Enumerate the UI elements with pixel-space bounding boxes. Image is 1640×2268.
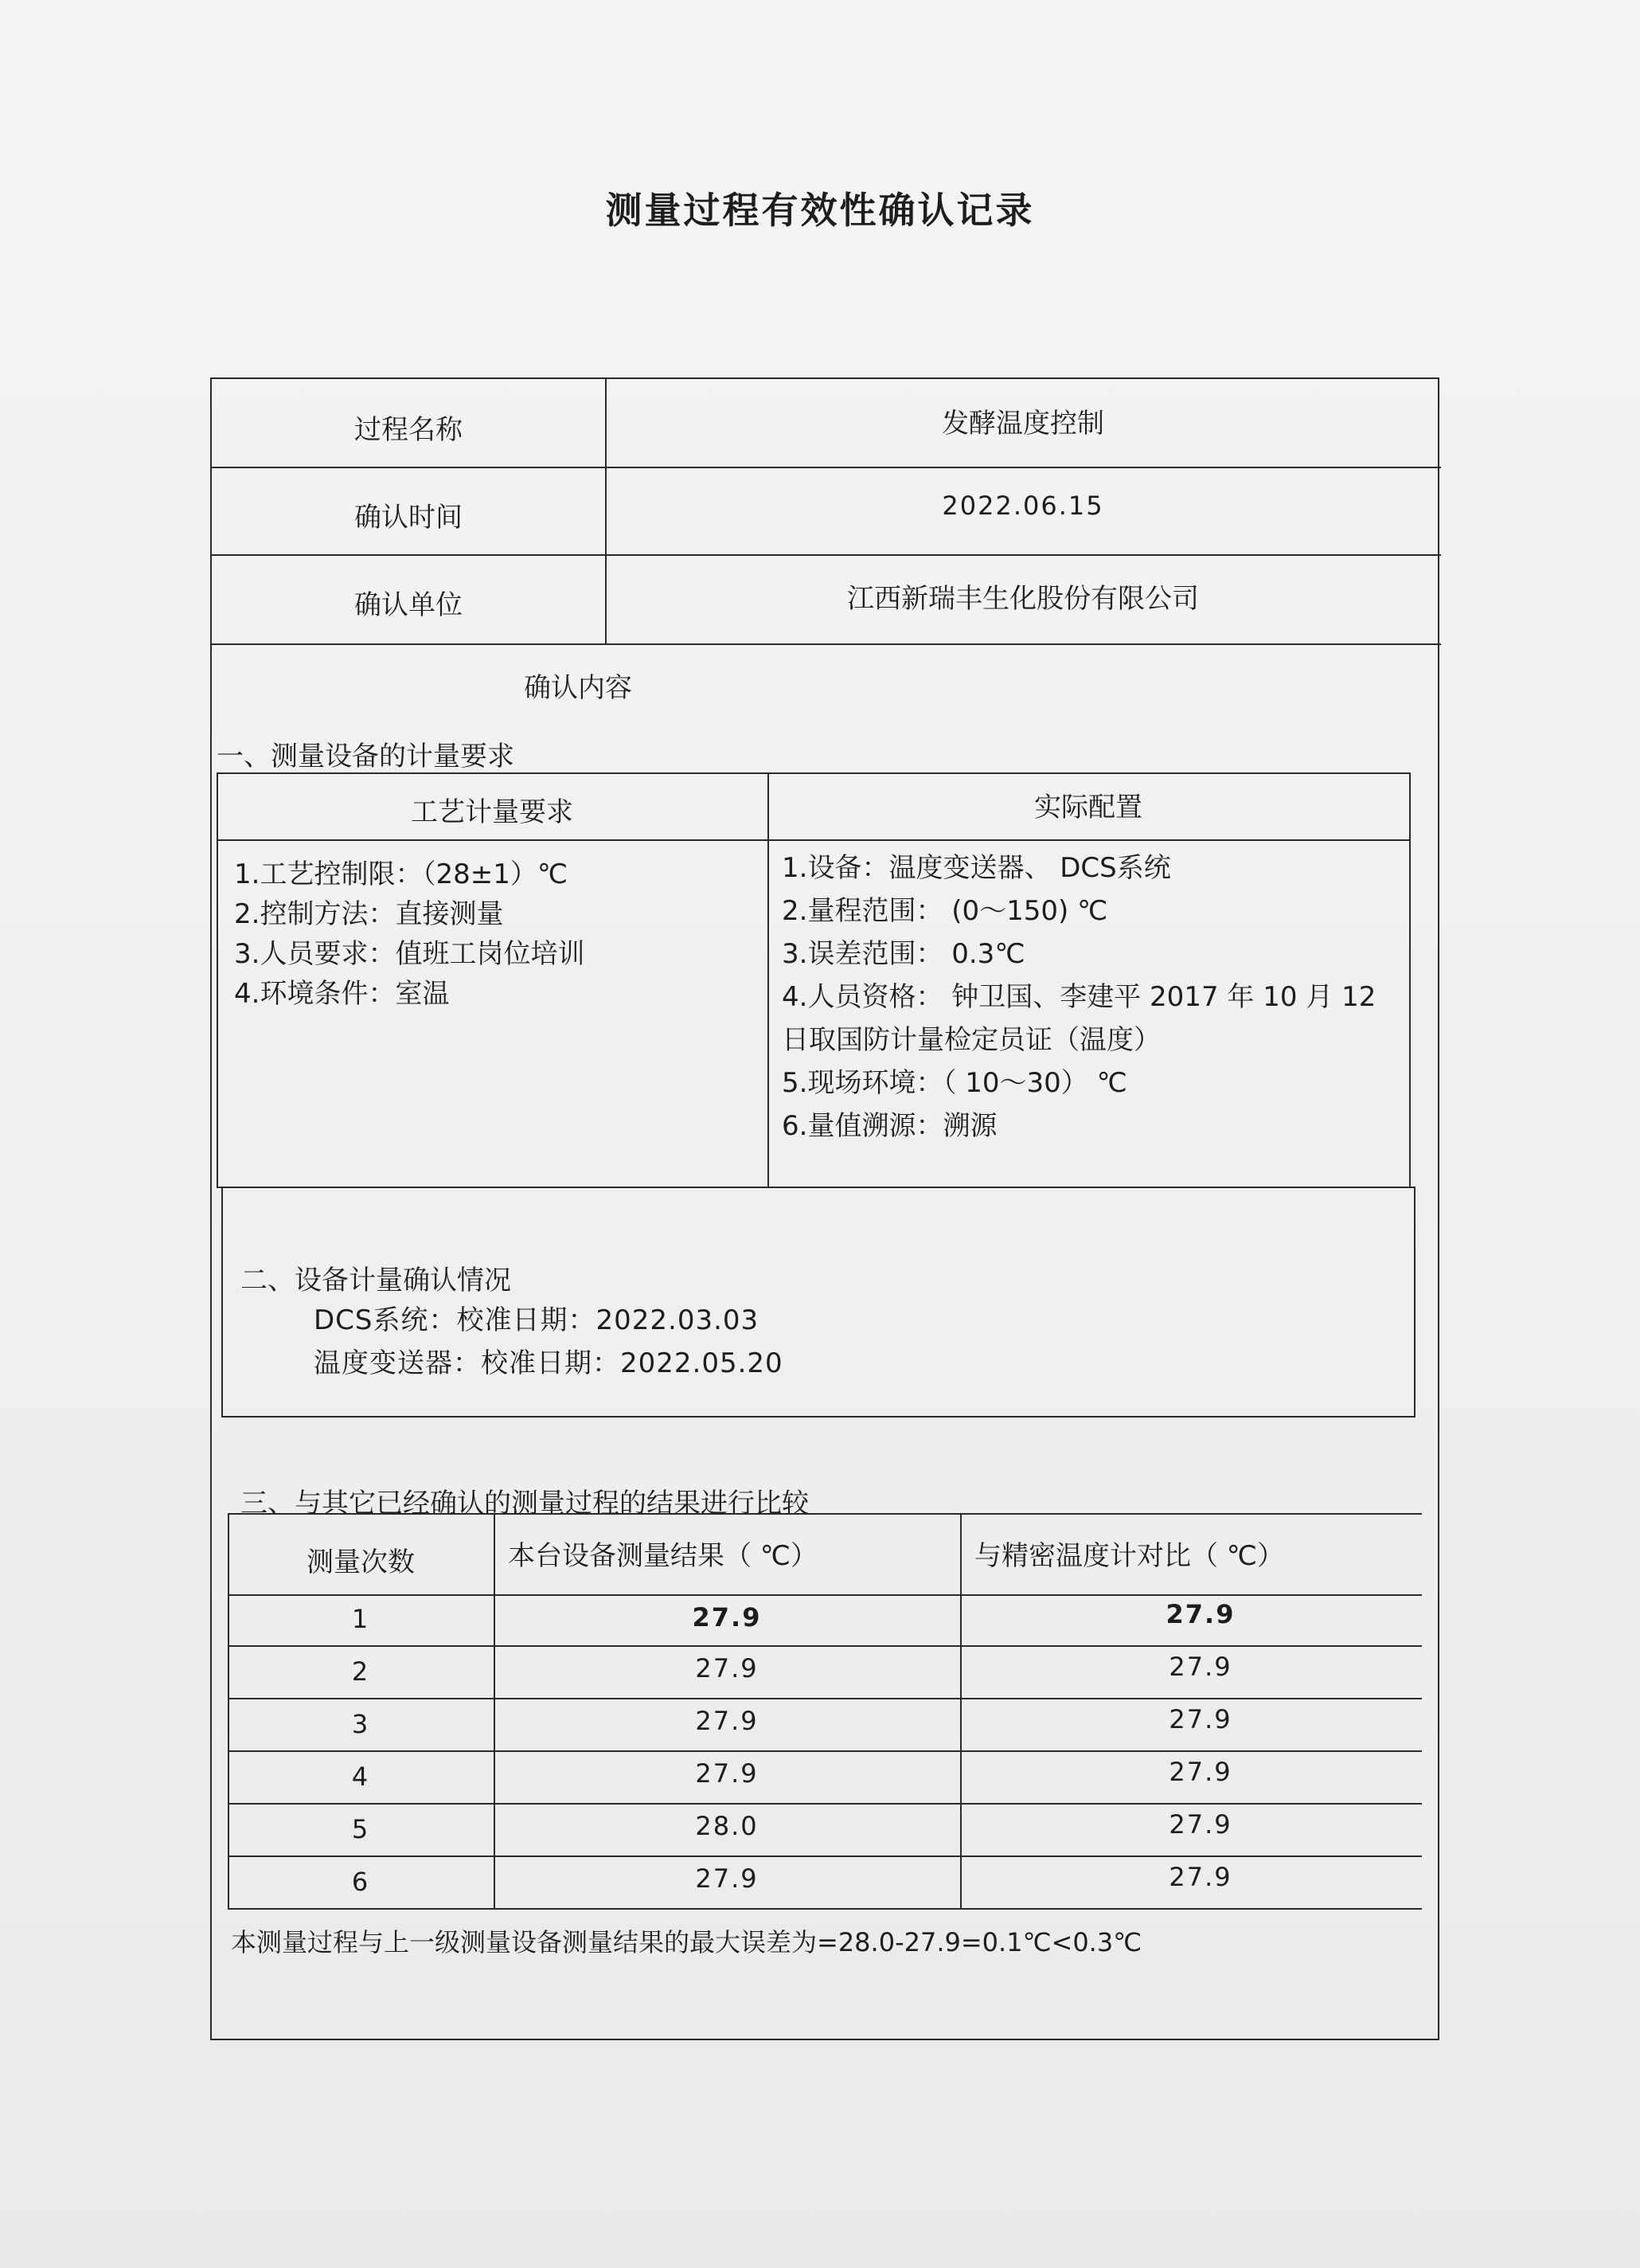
- section3-row-divider: [228, 1698, 1422, 1699]
- left-item: 2.控制方法：直接测量: [234, 898, 504, 930]
- section1-header-divider: [217, 839, 1411, 841]
- section1-mid-divider: [767, 772, 769, 1187]
- section2-box-left: [221, 1187, 223, 1416]
- right-item: 5.现场环境：（ 10～30） ℃: [782, 1067, 1127, 1099]
- section3-col-header: 与精密温度计对比（ ℃）: [974, 1540, 1284, 1572]
- section2-heading: 二、设备计量确认情况: [240, 1265, 511, 1296]
- section2-line: 温度变送器：校准日期：2022.05.20: [314, 1347, 783, 1379]
- row-index: 5: [351, 1814, 370, 1844]
- section3-row-divider: [228, 1750, 1422, 1752]
- row-device-value: 28.0: [695, 1811, 759, 1841]
- header-value-process: 发酵温度控制: [942, 408, 1104, 440]
- section3-table-top: [228, 1513, 1422, 1515]
- row-reference-value: 27.9: [1169, 1757, 1232, 1787]
- section1-left-header: 工艺计量要求: [411, 796, 573, 828]
- section1-right-border: [1409, 772, 1411, 1187]
- row-device-value: 27.9: [695, 1758, 759, 1789]
- confirm-content-heading: 确认内容: [524, 672, 632, 704]
- section3-table-bottom: [228, 1908, 1422, 1910]
- row-divider: [212, 554, 1441, 556]
- right-item: 6.量值溯源：溯源: [782, 1110, 998, 1142]
- section3-row-divider: [228, 1803, 1422, 1805]
- row-device-value: 27.9: [695, 1863, 759, 1894]
- section1-left-border: [217, 772, 218, 1187]
- section2-box-right: [1414, 1187, 1415, 1416]
- right-item: 1.设备：温度变送器、 DCS系统: [782, 852, 1171, 884]
- row-index: 2: [351, 1656, 370, 1687]
- left-item: 1.工艺控制限：（28±1）℃: [234, 858, 568, 890]
- record-table: [210, 377, 1439, 2040]
- row-divider: [212, 467, 1441, 468]
- row-device-value: 27.9: [692, 1602, 762, 1633]
- section3-heading: 三、与其它已经确认的测量过程的结果进行比较: [240, 1488, 809, 1519]
- row-divider: [212, 643, 1441, 645]
- section3-col-header: 测量次数: [307, 1547, 415, 1578]
- header-label-process: 过程名称: [354, 414, 463, 446]
- row-index: 3: [351, 1709, 370, 1739]
- header-label-date: 确认时间: [354, 502, 463, 534]
- row-index: 4: [351, 1762, 370, 1792]
- section1-heading: 一、测量设备的计量要求: [217, 741, 514, 772]
- right-item: 4.人员资格： 钟卫国、李建平 2017 年 10 月 12: [782, 981, 1376, 1013]
- row-device-value: 27.9: [695, 1706, 759, 1736]
- header-label-unit: 确认单位: [354, 589, 463, 621]
- section3-header-divider: [228, 1594, 1422, 1596]
- row-reference-value: 27.9: [1169, 1862, 1232, 1892]
- document-title: 测量过程有效性确认记录: [605, 189, 1035, 232]
- row-index: 6: [351, 1867, 370, 1897]
- section3-col-header: 本台设备测量结果（ ℃）: [508, 1540, 818, 1572]
- section2-line: DCS系统：校准日期：2022.03.03: [314, 1304, 759, 1336]
- section2-box-top: [221, 1187, 1415, 1188]
- row-index: 1: [351, 1604, 370, 1634]
- row-reference-value: 27.9: [1169, 1704, 1232, 1734]
- row-reference-value: 27.9: [1169, 1809, 1232, 1840]
- header-value-date: 2022.06.15: [942, 491, 1104, 521]
- row-reference-value: 27.9: [1169, 1652, 1232, 1682]
- section1-right-header: 实际配置: [1034, 792, 1142, 823]
- row-reference-value: 27.9: [1166, 1599, 1236, 1629]
- section3-conclusion: 本测量过程与上一级测量设备测量结果的最大误差为=28.0-27.9=0.1℃<0.3℃: [231, 1927, 1142, 1957]
- left-item: 3.人员要求：值班工岗位培训: [234, 938, 585, 970]
- section1-table-top: [217, 772, 1411, 774]
- right-item: 3.误差范围： 0.3℃: [782, 938, 1025, 970]
- section3-row-divider: [228, 1855, 1422, 1857]
- right-item: 日取国防计量检定员证（温度）: [782, 1024, 1161, 1056]
- header-value-unit: 江西新瑞丰生化股份有限公司: [847, 583, 1199, 615]
- section3-row-divider: [228, 1645, 1422, 1647]
- row-device-value: 27.9: [695, 1653, 759, 1683]
- right-item: 2.量程范围： (0～150) ℃: [782, 895, 1108, 927]
- section2-box-bottom: [221, 1416, 1415, 1418]
- left-item: 4.环境条件：室温: [234, 978, 450, 1010]
